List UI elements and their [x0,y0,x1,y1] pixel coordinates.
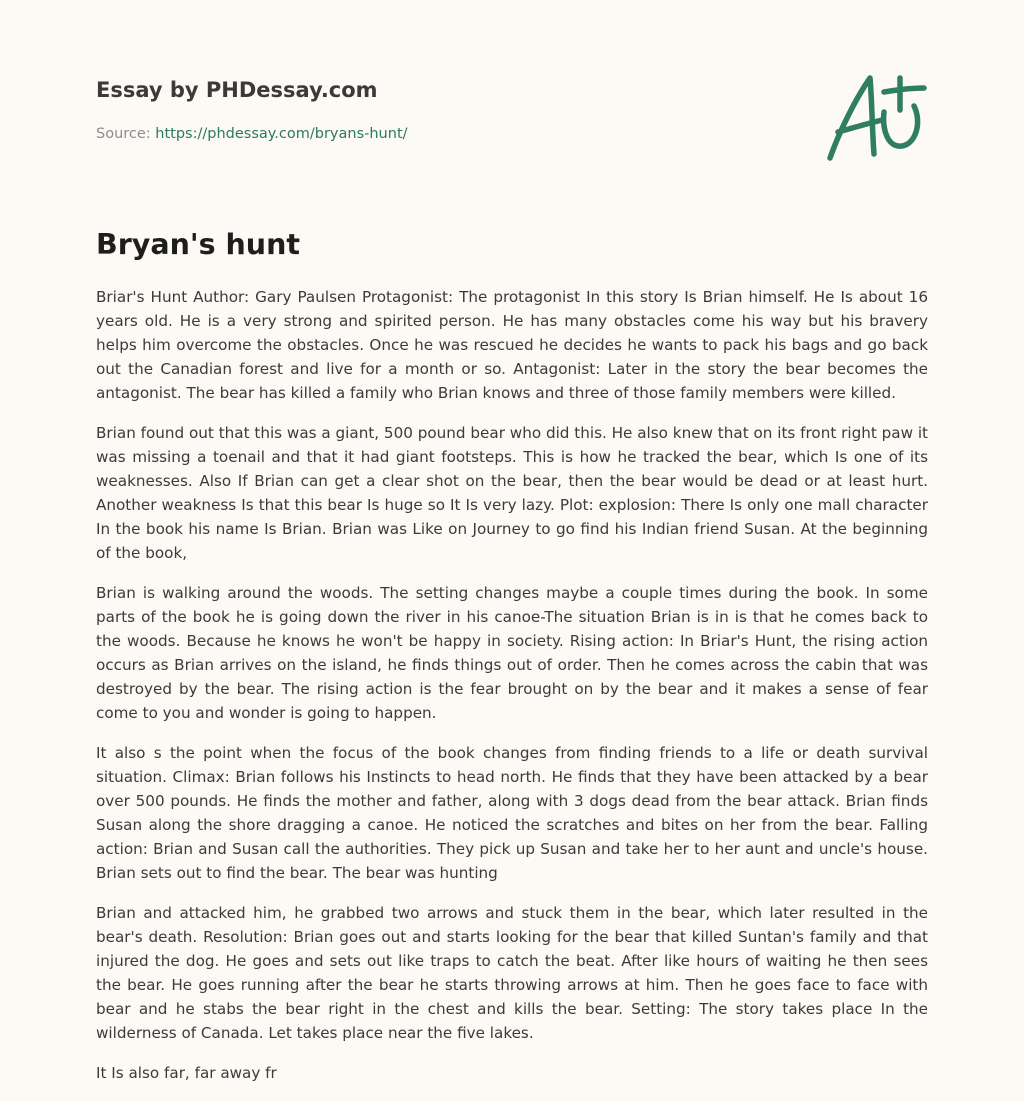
essay-paragraph: Briar's Hunt Author: Gary Paulsen Protagonist: The protagonist In this story Is Brian himself. He Is about 16 years old. He is a very strong and spirited person. He has many obstacles come his way but his bravery helps him overcome the obstacles. Once he was rescued he decides he wants to pack his bags and go back out the Canadian forest and live for a month or so. Antagonist: Later in the story the bear becomes the antagonist. The bear has killed a family who Brian knows and three of those family members were killed. [96,288,928,402]
source-label: Source: [96,126,156,142]
source-line [96,124,408,144]
site-brand: Essay by PHDessay.com [96,78,378,102]
essay-paragraph: Brian found out that this was a giant, 500 pound bear who did this. He also knew that on its front right paw it was missing a toenail and that it had giant footsteps. This is how he tracked the bear, which Is one of its weaknesses. Also If Brian can get a clear shot on the bear, then the bear would be dead or at least hurt. Another weakness Is that this bear Is huge so It Is very lazy. Plot: explosion: There Is only one mall character In the book his name Is Brian. Brian was Like on Journey to go find his Indian friend Susan. At the beginning of the book, [96,424,928,562]
essay-paragraph: Brian and attacked him, he grabbed two arrows and stuck them in the bear, which later resulted in the bear's death. Resolution: Brian goes out and starts looking for the bear that killed Suntan's family and that injured the dog. He goes and sets out like traps to catch the beat. After like hours of waiting he then sees the bear. He goes running after the bear he starts throwing arrows at him. Then he goes face to face with bear and he stabs the bear right in the chest and kills the bear. Setting: The story takes place In the wilderness of Canada. Let takes place near the five lakes. [96,904,928,1042]
essay-body [96,285,928,1101]
essay-title: Bryan's hunt [96,228,300,261]
essay-paragraph: It also s the point when the focus of the book changes from finding friends to a life or death survival situation. Climax: Brian follows his Instincts to head north. He finds that they have been attacked by a bear over 500 pounds. He finds the mother and father, along with 3 dogs dead from the bear attack. Brian finds Susan along the shore dragging a canoe. He noticed the scratches and bites on her from the bear. Falling action: Brian and Susan call the authorities. They pick up Susan and take her to her aunt and uncle's house. Brian sets out to find the bear. The bear was hunting [96,744,928,882]
essay-paragraph: Brian is walking around the woods. The setting changes maybe a couple times during the book. In some parts of the book he is going down the river in his canoe-The situation Brian is in is that he comes back to the woods. Because he knows he won't be happy in society. Rising action: In Briar's Hunt, the rising action occurs as Brian arrives on the island, he finds things out of order. Then he comes across the cabin that was destroyed by the bear. The rising action is the fear brought on by the bear and it makes a sense of fear come to you and wonder is going to happen. [96,584,928,722]
source-link[interactable]: https://phdessay.com/bryans-hunt/ [155,126,408,142]
a-plus-logo-icon [826,70,928,166]
page-header [96,76,928,176]
essay-paragraph: It Is also far, far away fr [96,1064,277,1082]
